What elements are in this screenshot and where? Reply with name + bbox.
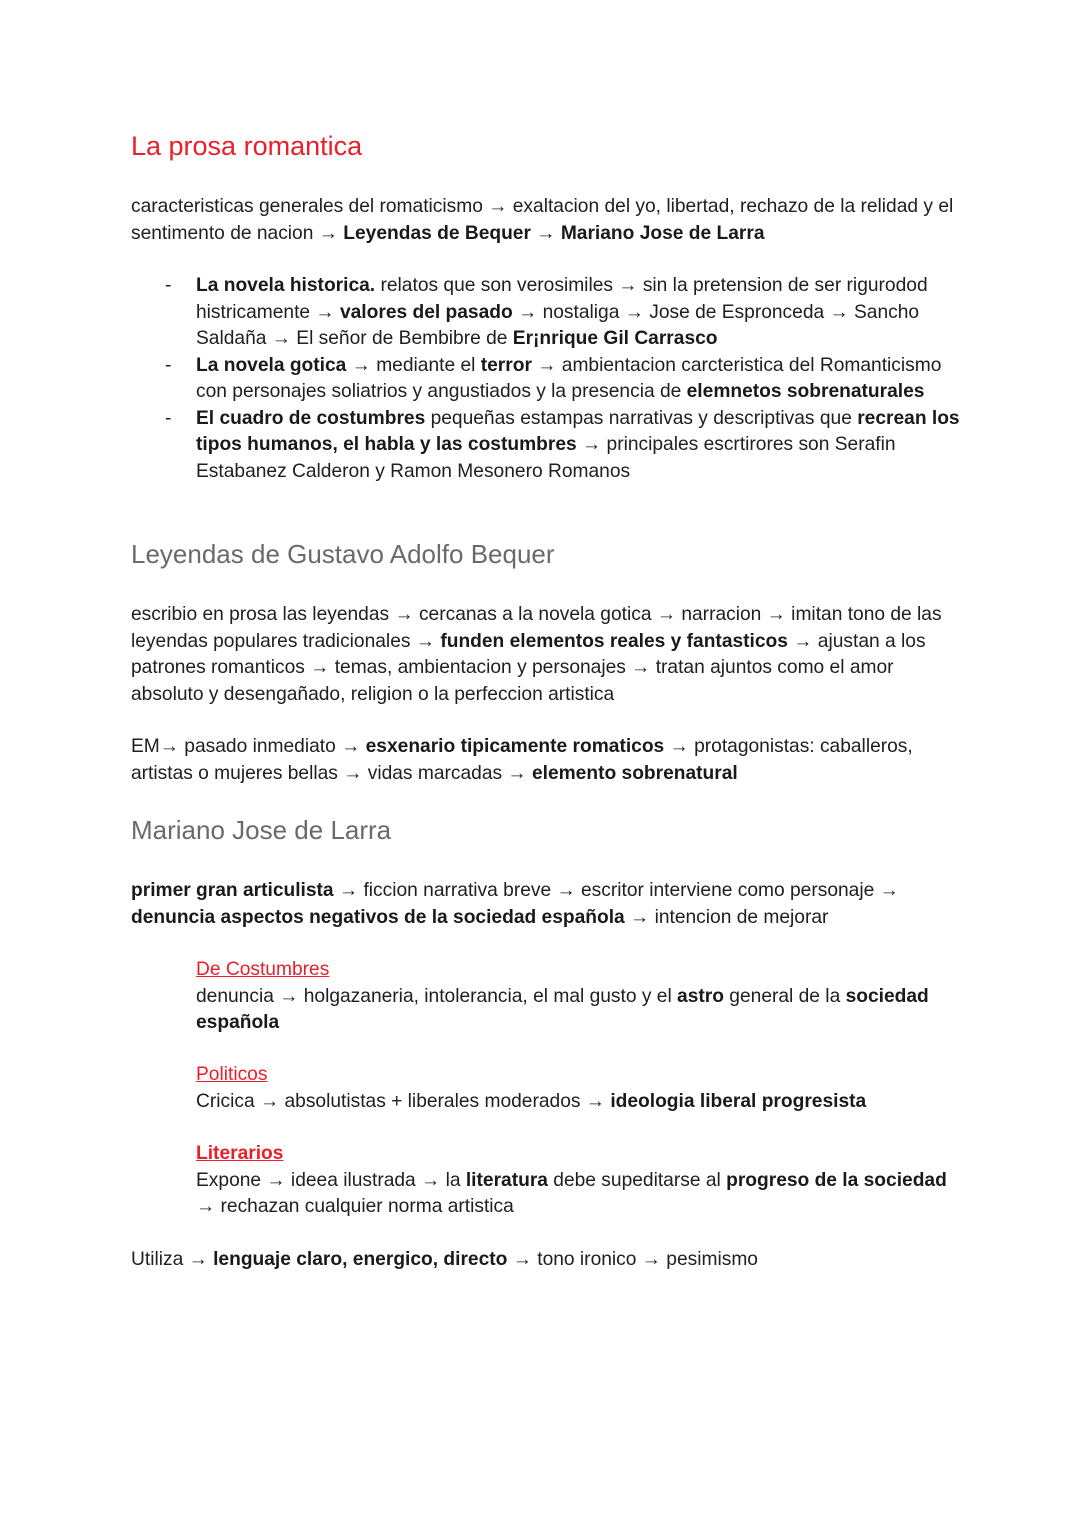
intro-text-1: caracteristicas generales del romaticismo → exaltacion del yo, libertad, rechazo de la relidad y el sentimento de nacion → [131,196,954,244]
utiliza-text-2: → tono ironico → pesimismo [507,1249,758,1270]
intro-bold-bequer: Leyendas de Bequer [343,222,531,244]
costumbres-text-1: denuncia → holgazaneria, intolerancia, el mal gusto y el [196,985,678,1007]
item2-text-1: → mediante el [346,354,481,376]
costumbres-text-2: general de la [723,985,846,1007]
bequer-p2-text-1: EM→ pasado inmediato → [131,736,366,757]
bullet-dash: - [165,354,172,376]
intro-text-2: → [530,222,561,244]
literarios-label: Literarios [196,1143,284,1164]
bequer-p2-text-2: → protagonistas: caballeros, artistas o mujeres bellas → vidas marcadas → [131,736,913,784]
literarios-text-1: Expone → ideea ilustrada → la [196,1169,466,1191]
list-item-cuadro-costumbres [131,406,961,486]
item1-bold-3: Er¡nrique Gil Carrasco [512,328,718,349]
item1-bold-2: valores del pasado [339,301,513,323]
bequer-p1-text-2: → ajustan a los patrones romanticos → temas, ambientacion y personajes → tratan ajuntos como el amor absoluto y desengañado, religion o la perfeccion artistica [131,630,926,705]
bullet-dash: - [165,275,172,296]
politicos-label: Politicos [196,1064,268,1085]
list-item-novela-gotica [131,353,961,406]
item1-text-2: → nostaliga → Jose de Espronceda → Sancho Saldaña → El señor de Bembibre de [196,301,920,349]
literarios-text-2: debe supeditarse al [547,1169,727,1191]
bullet-list [131,273,961,485]
utiliza-paragraph [131,1247,961,1274]
literarios-block [196,1141,956,1221]
larra-paragraph-1 [131,878,961,931]
literarios-text-3: → rechazan cualquier norma artistica [196,1196,514,1217]
politicos-text-1: Cricica → absolutistas + liberales moderados → [196,1090,611,1112]
intro-bold-larra: Mariano Jose de Larra [560,222,765,244]
item3-bold-1: El cuadro de costumbres [196,407,426,429]
larra-p1-text-1: → ficcion narrativa breve → escritor interviene como personaje → [333,880,899,901]
costumbres-block [196,957,956,1037]
politicos-block [196,1062,956,1115]
item3-bold-2: recrean los tipos humanos, el habla y las costumbres [196,407,960,455]
item1-bold-1: La novela historica. [196,275,376,296]
list-item-novela-historica [131,273,961,353]
intro-paragraph [131,194,961,247]
utiliza-bold-1: lenguaje claro, energico, directo [213,1249,508,1270]
bequer-p1-bold-1: funden elementos reales y fantasticos [440,630,788,652]
bullet-dash: - [165,407,172,429]
item2-bold-2: terror [480,354,532,376]
bequer-p2-bold-2: elemento sobrenatural [531,762,738,784]
utiliza-text-1: Utiliza → [131,1249,214,1270]
larra-p1-bold-2: denuncia aspectos negativos de la sociedad española [131,906,625,928]
item3-text-1: pequeñas estampas narrativas y descriptivas que [425,407,858,429]
bequer-paragraph-1 [131,602,961,708]
item2-bold-3: elemnetos sobrenaturales [686,381,925,402]
page-title: La prosa romantica [131,131,363,161]
literarios-bold-1: literatura [465,1169,548,1191]
literarios-bold-2: progreso de la sociedad [726,1169,947,1191]
larra-p1-text-2: → intencion de mejorar [624,906,829,928]
bequer-paragraph-2 [131,734,961,787]
item1-text-1: relatos que son verosimiles → sin la pretension de ser rigurodod histricamente → [196,275,928,323]
item2-bold-1: La novela gotica [196,354,347,376]
politicos-bold-1: ideologia liberal progresista [610,1090,867,1112]
section-heading-larra: Mariano Jose de Larra [131,815,392,845]
item2-text-2: → ambientacion carcteristica del Romanticismo con personajes soliatrios y angustiados y la presencia de [196,354,942,402]
costumbres-bold-1: astro [677,985,724,1007]
item3-text-2: → principales escrtirores son Serafin Estabanez Calderon y Ramon Mesonero Romanos [196,434,896,482]
section-heading-bequer: Leyendas de Gustavo Adolfo Bequer [131,539,555,569]
costumbres-label: De Costumbres [196,959,330,980]
costumbres-bold-2: sociedad española [196,985,929,1033]
bequer-p2-bold-1: esxenario tipicamente romaticos [365,736,665,757]
bequer-p1-text-1: escribio en prosa las leyendas → cercanas a la novela gotica → narracion → imitan tono de las leyendas populares tradicionales → [131,604,942,652]
larra-p1-bold-1: primer gran articulista [131,880,334,901]
